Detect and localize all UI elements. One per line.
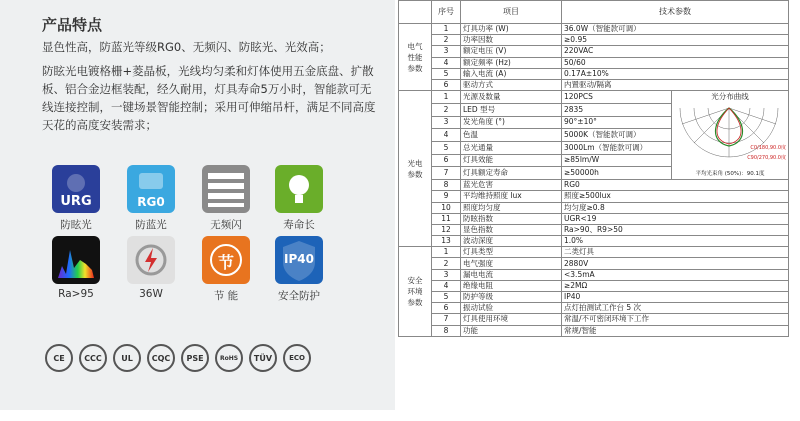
certification-logos bbox=[45, 344, 311, 372]
row-number: 12 bbox=[432, 224, 461, 235]
rg0-icon: RG0 bbox=[127, 165, 175, 213]
rohs-icon: RoHS bbox=[215, 344, 243, 372]
table-row bbox=[399, 46, 789, 57]
row-item: 光源及数量 bbox=[461, 91, 562, 104]
feature-long-life bbox=[268, 165, 330, 232]
ccc-icon: CCC bbox=[79, 344, 107, 372]
row-value: 120PCS bbox=[562, 91, 672, 104]
ul-icon: UL bbox=[113, 344, 141, 372]
row-value: ≥2MΩ bbox=[562, 280, 789, 291]
row-number: 8 bbox=[432, 180, 461, 191]
ip40-shield-icon: IP40 bbox=[275, 236, 323, 284]
row-value: 均匀度≥0.8 bbox=[562, 202, 789, 213]
feature-label: 36W bbox=[139, 288, 163, 300]
row-item: 平均维持照度 lux bbox=[461, 191, 562, 202]
row-value: 90°±10° bbox=[562, 116, 672, 129]
table-row bbox=[399, 280, 789, 291]
urg-icon: URG bbox=[52, 165, 100, 213]
row-item: 功能 bbox=[461, 325, 562, 336]
feature-energy bbox=[195, 236, 257, 303]
row-number: 2 bbox=[432, 258, 461, 269]
pse-icon: PSE bbox=[181, 344, 209, 372]
table-row bbox=[399, 303, 789, 314]
row-item: 蓝光危害 bbox=[461, 180, 562, 191]
row-item: 绝缘电阻 bbox=[461, 280, 562, 291]
row-number: 2 bbox=[432, 35, 461, 46]
feature-label: 节 能 bbox=[213, 290, 239, 302]
row-value: Ra>90、R9>50 bbox=[562, 224, 789, 235]
row-item: 灯具额定寿命 bbox=[461, 167, 562, 180]
row-number: 3 bbox=[432, 116, 461, 129]
table-row bbox=[399, 191, 789, 202]
header-spec: 技术参数 bbox=[562, 1, 789, 24]
table-row bbox=[399, 79, 789, 90]
row-value: 二类灯具 bbox=[562, 247, 789, 258]
feature-label: 防眩光 bbox=[60, 219, 92, 231]
feature-power bbox=[120, 236, 182, 300]
row-value: ≥50000h bbox=[562, 167, 672, 180]
row-item: 功率因数 bbox=[461, 35, 562, 46]
row-value: 常温/不可密闭环境下工作 bbox=[562, 314, 789, 325]
table-row bbox=[399, 57, 789, 68]
left-panel bbox=[0, 0, 395, 410]
description-para-2: 防眩光电镀格栅+菱晶板，光线均匀柔和灯体使用五金底盘、扩散板、铝合金边框装配，经久耐用，灯具寿命5万小时，智能款可无线连接控制，一键场景智能控制；采用可伸缩吊杆，满足不同高度天花的高度安装需求； bbox=[42, 64, 376, 132]
header-item: 项目 bbox=[461, 1, 562, 24]
table-row bbox=[399, 68, 789, 79]
group-label: 安全 环境 参数 bbox=[399, 247, 432, 337]
row-value: RG0 bbox=[562, 180, 789, 191]
row-number: 1 bbox=[432, 24, 461, 35]
row-value: 50/60 bbox=[562, 57, 789, 68]
row-item: 色温 bbox=[461, 129, 562, 142]
row-item: 驱动方式 bbox=[461, 79, 562, 90]
row-item: 振动试验 bbox=[461, 303, 562, 314]
spectrum-icon bbox=[52, 236, 100, 284]
feature-label: 无频闪 bbox=[210, 219, 242, 231]
row-item: 防眩指数 bbox=[461, 213, 562, 224]
row-item: 防护等级 bbox=[461, 292, 562, 303]
row-item: 额定电压 (V) bbox=[461, 46, 562, 57]
row-number: 4 bbox=[432, 57, 461, 68]
row-item: 灯具类型 bbox=[461, 247, 562, 258]
row-value: ≥85lm/W bbox=[562, 154, 672, 167]
ce-icon: CE bbox=[45, 344, 73, 372]
row-value: 点灯拍测试工作台 5 次 bbox=[562, 303, 789, 314]
table-row bbox=[399, 325, 789, 336]
table-row bbox=[399, 180, 789, 191]
no-flicker-icon bbox=[202, 165, 250, 213]
chart-legend: C0/180,90.0度 C90/270,90.0度 bbox=[747, 145, 786, 162]
row-number: 13 bbox=[432, 236, 461, 247]
feature-label: Ra>95 bbox=[58, 288, 94, 300]
row-item: 波动深度 bbox=[461, 236, 562, 247]
section-title: 产品特点 bbox=[42, 16, 103, 34]
feature-rg0 bbox=[120, 165, 182, 232]
power-icon bbox=[127, 236, 175, 284]
row-item: 电气强度 bbox=[461, 258, 562, 269]
table-row bbox=[399, 292, 789, 303]
row-number: 11 bbox=[432, 213, 461, 224]
row-value: IP40 bbox=[562, 292, 789, 303]
table-row bbox=[399, 247, 789, 258]
group-label: 光电 参数 bbox=[399, 91, 432, 247]
row-value: 1.0% bbox=[562, 236, 789, 247]
row-value: ≥0.95 bbox=[562, 35, 789, 46]
table-row bbox=[399, 269, 789, 280]
table-row bbox=[399, 202, 789, 213]
light-distribution-chart bbox=[672, 91, 789, 180]
row-value: <3.5mA bbox=[562, 269, 789, 280]
row-number: 5 bbox=[432, 68, 461, 79]
row-value: 内置驱动/隔离 bbox=[562, 79, 789, 90]
row-number: 7 bbox=[432, 167, 461, 180]
description bbox=[42, 38, 382, 140]
feature-ra bbox=[45, 236, 107, 300]
row-item: 发光角度 (°) bbox=[461, 116, 562, 129]
feature-ip40 bbox=[268, 236, 330, 303]
row-item: 灯具效能 bbox=[461, 154, 562, 167]
row-item: 额定频率 (Hz) bbox=[461, 57, 562, 68]
row-item: 灯具使用环境 bbox=[461, 314, 562, 325]
header-no: 序号 bbox=[432, 1, 461, 24]
table-row bbox=[399, 314, 789, 325]
row-item: 显色指数 bbox=[461, 224, 562, 235]
row-number: 3 bbox=[432, 269, 461, 280]
table-row bbox=[399, 236, 789, 247]
row-item: LED 型号 bbox=[461, 103, 562, 116]
table-row bbox=[399, 258, 789, 269]
row-number: 1 bbox=[432, 247, 461, 258]
row-number: 10 bbox=[432, 202, 461, 213]
spec-panel bbox=[398, 0, 800, 421]
row-number: 1 bbox=[432, 91, 461, 104]
row-number: 3 bbox=[432, 46, 461, 57]
group-label: 电气 性能 参数 bbox=[399, 24, 432, 91]
row-number: 2 bbox=[432, 103, 461, 116]
chart-title: 光分布曲线 bbox=[711, 92, 749, 102]
row-value: 2835 bbox=[562, 103, 672, 116]
feature-label: 安全防护 bbox=[278, 290, 320, 302]
table-row bbox=[399, 91, 789, 104]
row-value: 2880V bbox=[562, 258, 789, 269]
row-value: 5000K（智能款可调） bbox=[562, 129, 672, 142]
row-number: 7 bbox=[432, 314, 461, 325]
table-row bbox=[399, 213, 789, 224]
tuv-icon: TÜV bbox=[249, 344, 277, 372]
feature-urg bbox=[45, 165, 107, 232]
row-number: 4 bbox=[432, 129, 461, 142]
row-number: 6 bbox=[432, 79, 461, 90]
bulb-icon bbox=[275, 165, 323, 213]
energy-saving-icon: 节 bbox=[202, 236, 250, 284]
row-item: 总光通量 bbox=[461, 141, 562, 154]
row-item: 漏电电流 bbox=[461, 269, 562, 280]
row-number: 5 bbox=[432, 141, 461, 154]
row-value: 220VAC bbox=[562, 46, 789, 57]
row-value: UGR<19 bbox=[562, 213, 789, 224]
row-number: 9 bbox=[432, 191, 461, 202]
feature-no-flicker bbox=[195, 165, 257, 232]
feature-label: 防蓝光 bbox=[135, 219, 167, 231]
eco-icon: ECO bbox=[283, 344, 311, 372]
row-number: 6 bbox=[432, 303, 461, 314]
row-item: 输入电流 (A) bbox=[461, 68, 562, 79]
row-number: 4 bbox=[432, 280, 461, 291]
row-value: 常规/智能 bbox=[562, 325, 789, 336]
table-row bbox=[399, 35, 789, 46]
table-header-row bbox=[399, 1, 789, 24]
spec-table bbox=[398, 0, 789, 337]
row-number: 5 bbox=[432, 292, 461, 303]
row-value: 36.0W（智能款可调） bbox=[562, 24, 789, 35]
row-item: 灯具功率 (W) bbox=[461, 24, 562, 35]
description-para-1: 显色性高，防蓝光等级RG0、无频闪、防眩光、光效高； bbox=[42, 40, 331, 54]
feature-label: 寿命长 bbox=[283, 219, 315, 231]
cqc-icon: CQC bbox=[147, 344, 175, 372]
row-value: 照度≥500lux bbox=[562, 191, 789, 202]
row-number: 6 bbox=[432, 154, 461, 167]
row-value: 3000Lm（智能款可调） bbox=[562, 141, 672, 154]
table-row bbox=[399, 224, 789, 235]
row-value: 0.17A±10% bbox=[562, 68, 789, 79]
table-row bbox=[399, 24, 789, 35]
chart-caption: 平均光束角 (50%)：90.1度 bbox=[695, 171, 765, 178]
row-item: 照度均匀度 bbox=[461, 202, 562, 213]
row-number: 8 bbox=[432, 325, 461, 336]
